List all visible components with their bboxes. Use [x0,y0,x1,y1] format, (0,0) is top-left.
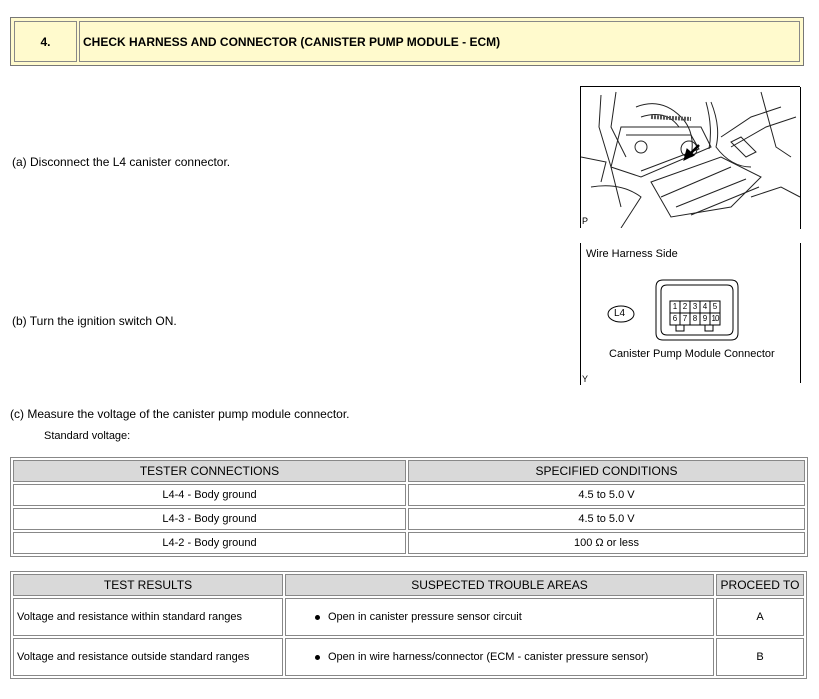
column-header: SPECIFIED CONDITIONS [408,460,805,482]
column-header: SUSPECTED TROUBLE AREAS [285,574,714,596]
figure-corner-label: Y [582,374,589,384]
pin-label: 4 [702,302,708,311]
table-header-row [13,460,805,482]
pin-label: 7 [682,314,688,323]
table-cell: L4-2 - Body ground [13,532,406,554]
wire-harness-side-label: Wire Harness Side [586,248,678,260]
figure-corner-label: P [582,216,589,226]
table-cell: Voltage and resistance within standard ranges [13,598,283,636]
pin-row-1 [670,302,720,311]
table-header-row [13,574,804,596]
pin-row-2 [670,314,720,323]
pin-label: 1 [672,302,678,311]
bullet-icon [315,615,320,620]
table-row [13,508,805,530]
table-cell: Voltage and resistance outside standard ranges [13,638,283,676]
table-cell: 100 Ω or less [408,532,805,554]
trouble-area-text: Open in canister pressure sensor circuit [328,611,522,623]
pin-label: 8 [692,314,698,323]
step-title: CHECK HARNESS AND CONNECTOR (CANISTER PUMP MODULE - ECM) [79,21,800,62]
step-header [10,17,804,66]
trouble-area-text: Open in wire harness/connector (ECM - canister pressure sensor) [328,651,649,663]
instruction-c: (c) Measure the voltage of the canister pump module connector. [10,407,350,421]
connector-caption: Canister Pump Module Connector [609,348,775,360]
table-row [13,598,804,636]
pin-label: 5 [712,302,718,311]
table-cell: L4-3 - Body ground [13,508,406,530]
table-cell: 4.5 to 5.0 V [408,484,805,506]
bullet-icon [315,655,320,660]
pin-label: 2 [682,302,688,311]
instruction-b: (b) Turn the ignition switch ON. [12,314,177,328]
pin-label: 9 [702,314,708,323]
table-row [13,638,804,676]
table-cell [285,638,714,676]
column-header: TESTER CONNECTIONS [13,460,406,482]
table-cell [285,598,714,636]
pin-label: 3 [692,302,698,311]
engine-illustration [581,87,800,228]
table-cell: B [716,638,804,676]
pin-label: 6 [672,314,678,323]
connector-id-label: L4 [614,308,626,319]
connector-diagram [580,243,800,385]
table-cell: A [716,598,804,636]
column-header: TEST RESULTS [13,574,283,596]
table-cell: L4-4 - Body ground [13,484,406,506]
test-results-table [10,571,807,679]
standard-voltage-label: Standard voltage: [44,430,131,442]
voltage-spec-table [10,457,808,557]
table-row [13,532,805,554]
instruction-a: (a) Disconnect the L4 canister connector. [12,155,231,169]
table-row [13,484,805,506]
step-number: 4. [14,21,77,62]
column-header: PROCEED TO [716,574,804,596]
connector-location-figure [580,86,800,228]
table-cell: 4.5 to 5.0 V [408,508,805,530]
pin-label: 10 [711,314,719,323]
